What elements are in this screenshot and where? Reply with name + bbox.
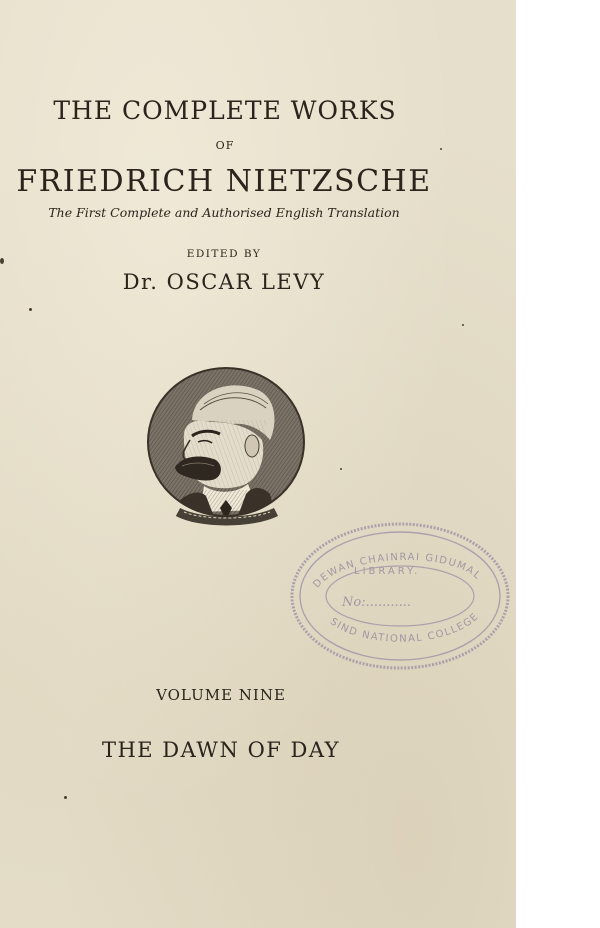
series-title: THE COMPLETE WORKS — [53, 96, 397, 125]
library-stamp — [284, 502, 514, 678]
svg-text:SIND NATIONAL COLLEGE: SIND NATIONAL COLLEGE — [327, 610, 482, 645]
book-title: THE DAWN OF DAY — [101, 738, 341, 762]
edited-by-label: EDITED BY — [186, 248, 262, 260]
paper-speck — [0, 258, 4, 264]
paper-speck — [462, 324, 464, 326]
svg-text:LIBRARY.: LIBRARY. — [354, 566, 421, 577]
paper-speck — [64, 796, 67, 799]
editor-name: Dr. OSCAR LEVY — [122, 270, 326, 294]
svg-text:DEWAN CHAINRAI GIDUMAL: DEWAN CHAINRAI GIDUMAL — [311, 551, 484, 591]
paper-speck — [29, 308, 32, 311]
paper-speck — [340, 468, 342, 470]
volume-number: VOLUME NINE — [156, 686, 286, 704]
svg-text:No:...........: No:........... — [342, 595, 412, 610]
author-name: FRIEDRICH NIETZSCHE — [16, 164, 432, 199]
translation-subtitle: The First Complete and Authorised English Translation — [48, 205, 400, 220]
paper-speck — [440, 148, 442, 150]
series-title-of: OF — [215, 139, 235, 152]
